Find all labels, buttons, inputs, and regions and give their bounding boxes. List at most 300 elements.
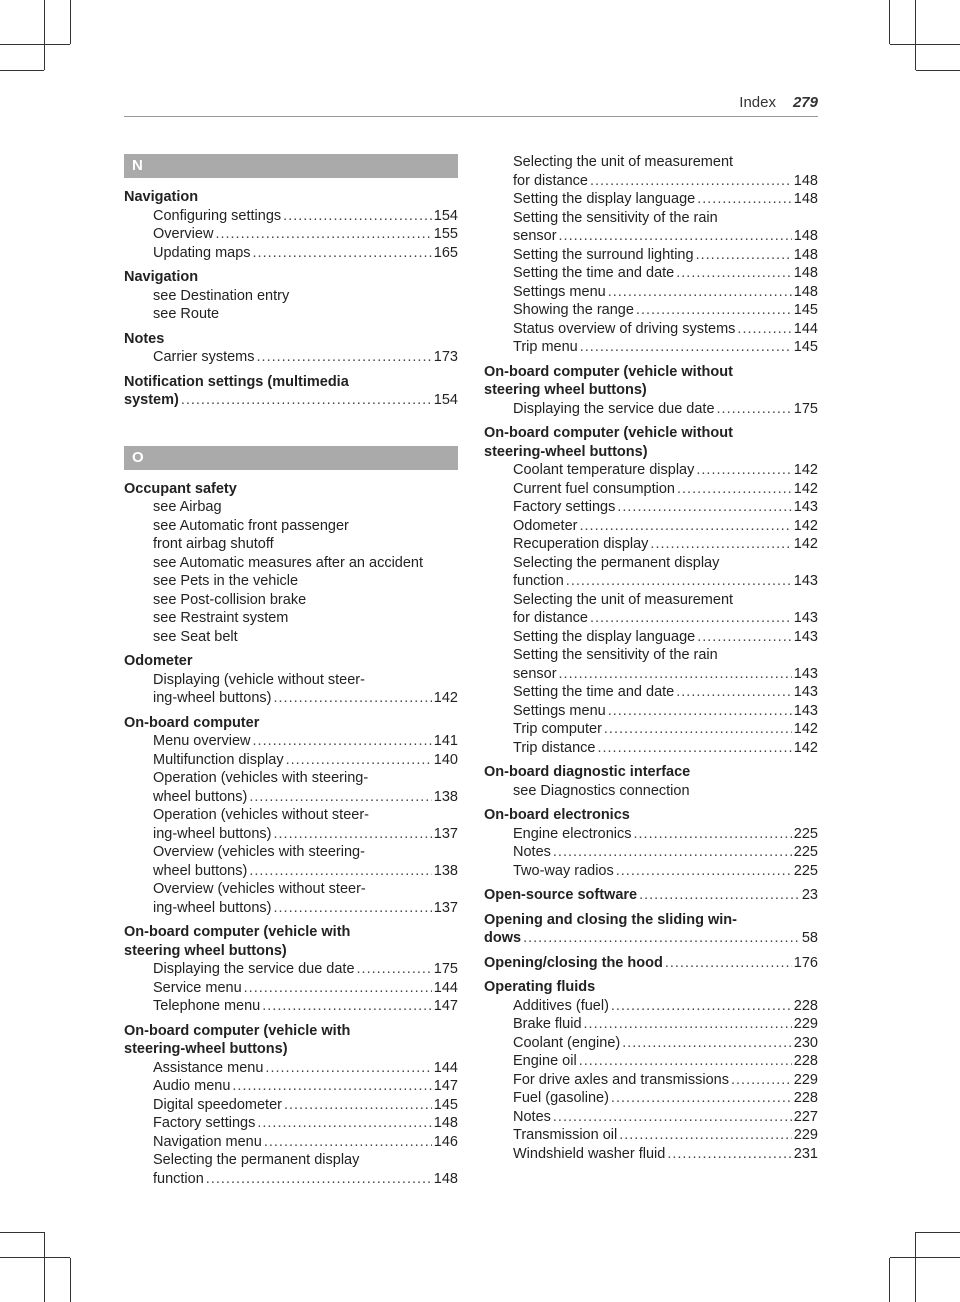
index-line: [153, 348, 458, 367]
crop-mark: [915, 0, 916, 70]
index-subentry-text: see Seat belt: [153, 628, 238, 645]
index-heading: On-board computer (vehicle without: [484, 425, 733, 441]
index-subentry: [124, 1114, 458, 1133]
index-subentry: [484, 535, 818, 554]
page-reference: 144: [793, 320, 818, 337]
index-line: [513, 264, 818, 283]
index-line: [513, 517, 818, 536]
index-subentry: [484, 320, 818, 339]
crop-mark: [890, 1257, 960, 1258]
index-subentry-text: Displaying (vehicle without steer-: [153, 671, 365, 688]
index-term: Setting the time and date: [513, 265, 675, 281]
index-subentry-text: Overview (vehicles without steer-: [153, 881, 366, 897]
index-entry: [484, 806, 818, 880]
index-subentry: [484, 1089, 818, 1108]
index-subentry: [124, 979, 458, 998]
index-subentry: [484, 591, 818, 628]
index-term: Audio menu: [153, 1078, 231, 1094]
index-subentry: [484, 782, 818, 801]
index-term: Factory settings: [153, 1115, 256, 1131]
index-term: Menu overview: [153, 733, 251, 749]
leader-dots: [611, 1089, 792, 1108]
index-subentry: [124, 843, 458, 880]
crop-mark: [916, 1232, 960, 1233]
index-subentry-text: see Restraint system: [153, 610, 289, 626]
index-entry: [484, 363, 818, 419]
leader-dots: [639, 886, 800, 905]
index-line: [153, 1114, 458, 1133]
index-term: Settings menu: [513, 283, 606, 300]
index-line: [153, 244, 458, 263]
page-reference: 225: [793, 825, 818, 842]
index-line: [153, 960, 458, 979]
leader-dots: [677, 480, 792, 499]
index-entry: [124, 373, 458, 410]
leader-dots: [584, 1015, 792, 1034]
index-line: [513, 1052, 818, 1071]
index-line: [513, 190, 818, 209]
leader-dots: [284, 1096, 432, 1115]
index-subentry: [484, 1126, 818, 1145]
page-reference: 143: [793, 665, 818, 682]
index-line: [153, 979, 458, 998]
index-subentry: [484, 1108, 818, 1127]
page-reference: 147: [433, 1078, 458, 1094]
index-term: Coolant (engine): [513, 1034, 621, 1051]
index-line: [153, 1170, 458, 1189]
index-subentry: [124, 348, 458, 367]
index-subentry: [124, 769, 458, 806]
page-reference: 143: [793, 573, 818, 589]
index-subentry: [124, 1077, 458, 1096]
leader-dots: [566, 572, 792, 591]
index-term: Updating maps: [153, 244, 251, 261]
index-line: [513, 283, 818, 302]
index-subentry: [124, 628, 458, 647]
leader-dots: [696, 246, 792, 265]
leader-dots: [253, 244, 432, 263]
leader-dots: [696, 461, 791, 480]
index-line: [513, 720, 818, 739]
page-reference: 58: [801, 930, 818, 946]
index-heading: Notification settings (multimedia: [124, 373, 349, 390]
index-subentry-text: Setting the sensitivity of the rain: [513, 209, 718, 226]
page-reference: 225: [793, 862, 818, 879]
leader-dots: [619, 1126, 792, 1145]
index-term: Service menu: [153, 979, 242, 996]
index-line: [513, 683, 818, 702]
index-column-left: [124, 150, 458, 1194]
index-line: [513, 862, 818, 881]
index-heading: Navigation: [124, 189, 199, 205]
index-term: Odometer: [513, 517, 578, 534]
index-line: [484, 886, 818, 905]
page-reference: 176: [793, 954, 818, 971]
index-line: [513, 825, 818, 844]
page-reference: 143: [793, 610, 818, 626]
leader-dots: [265, 1059, 431, 1078]
leader-dots: [274, 689, 432, 708]
leader-dots: [608, 702, 792, 721]
index-term: Fuel (gasoline): [513, 1090, 609, 1106]
index-subentry: [484, 628, 818, 647]
index-term: ing-wheel buttons): [153, 690, 272, 706]
leader-dots: [274, 825, 432, 844]
index-subentry: [484, 1145, 818, 1164]
index-subentry: [484, 862, 818, 881]
index-subentry: [484, 997, 818, 1016]
index-line: [513, 338, 818, 357]
index-subentry: [484, 1052, 818, 1071]
index-term: sensor: [513, 665, 557, 682]
index-subentry: [124, 609, 458, 628]
index-heading: steering-wheel buttons): [484, 443, 648, 460]
leader-dots: [717, 400, 792, 419]
crop-mark: [916, 70, 960, 71]
index-heading: On-board computer (vehicle with: [124, 1022, 351, 1039]
index-heading: Occupant safety: [124, 480, 237, 497]
leader-dots: [665, 954, 792, 973]
index-entry: [484, 886, 818, 905]
crop-mark: [889, 1258, 890, 1302]
index-line: [153, 1077, 458, 1096]
index-line: [153, 689, 458, 708]
index-subentry: [124, 751, 458, 770]
index-term: Two-way radios: [513, 862, 614, 879]
index-term: Trip distance: [513, 739, 596, 756]
index-heading: Notes: [124, 330, 165, 347]
header-label: Index: [739, 94, 776, 111]
leader-dots: [611, 997, 792, 1016]
page-reference: 148: [793, 172, 818, 189]
index-heading: dows: [484, 930, 522, 946]
index-heading: Opening and closing the sliding win-: [484, 911, 737, 928]
index-subentry: [484, 825, 818, 844]
index-subentry-text: Selecting the unit of measurement: [513, 591, 734, 608]
index-subentry-text: see Automatic front passenger: [153, 517, 349, 534]
page-reference: 138: [433, 862, 458, 879]
index-subentry: [124, 960, 458, 979]
crop-mark: [915, 1232, 916, 1302]
index-subentry: [484, 283, 818, 302]
index-subentry: [484, 1015, 818, 1034]
index-heading: On-board computer (vehicle with: [124, 924, 351, 940]
index-entry: [484, 978, 818, 1163]
index-line: [153, 997, 458, 1016]
page-reference: 142: [793, 739, 818, 756]
leader-dots: [590, 609, 792, 628]
index-entry: [484, 911, 818, 948]
leader-dots: [731, 1071, 792, 1090]
page-reference: 148: [433, 1170, 458, 1187]
index-term: Navigation menu: [153, 1133, 262, 1150]
index-term: Carrier systems: [153, 349, 255, 365]
leader-dots: [616, 862, 792, 881]
index-subentry: [124, 591, 458, 610]
index-subentry-text: see Post-collision brake: [153, 591, 307, 608]
index-subentry-text: Selecting the unit of measurement: [513, 154, 734, 170]
index-term: Setting the time and date: [513, 684, 675, 700]
index-term: function: [153, 1170, 204, 1187]
section-letter: O: [124, 446, 458, 470]
index-subentry: [484, 646, 818, 683]
index-line: [153, 207, 458, 226]
index-subentry: [484, 683, 818, 702]
index-heading: steering wheel buttons): [484, 382, 647, 398]
index-entry: [124, 330, 458, 367]
index-line: [153, 751, 458, 770]
index-subentry-text: see Pets in the vehicle: [153, 573, 299, 589]
index-line: [484, 954, 818, 973]
index-subentry: [124, 1133, 458, 1152]
index-line: [153, 862, 458, 881]
index-term: ing-wheel buttons): [153, 825, 272, 842]
page-reference: 145: [433, 1096, 458, 1113]
index-subentry: [124, 305, 458, 324]
index-subentry: [124, 1096, 458, 1115]
index-subentry-text: see Diagnostics connection: [513, 782, 690, 799]
index-term: For drive axles and transmissions: [513, 1071, 729, 1088]
leader-dots: [553, 1108, 792, 1127]
index-subentry-text: see Destination entry: [153, 287, 290, 304]
index-line: [153, 1096, 458, 1115]
index-heading: steering wheel buttons): [124, 942, 287, 959]
index-subentry: [124, 671, 458, 708]
page-reference: 145: [793, 339, 818, 355]
index-subentry-text: see Route: [153, 306, 220, 322]
index-subentry-text: Operation (vehicles with steering-: [153, 770, 369, 786]
leader-dots: [257, 348, 432, 367]
index-entry: [484, 954, 818, 973]
page-reference: 228: [793, 1053, 818, 1069]
page-reference: 227: [793, 1108, 818, 1125]
page-reference: 137: [433, 899, 458, 916]
page-reference: 228: [793, 997, 818, 1014]
index-entry: [124, 1022, 458, 1189]
leader-dots: [283, 207, 432, 226]
index-line: [513, 665, 818, 684]
page-reference: 229: [793, 1071, 818, 1088]
index-subentry: [124, 207, 458, 226]
page-reference: 147: [433, 998, 458, 1014]
index-subentry-text: front airbag shutoff: [153, 536, 274, 552]
index-line: [153, 788, 458, 807]
leader-dots: [232, 1077, 431, 1096]
index-term: Telephone menu: [153, 998, 261, 1014]
index-term: Displaying the service due date: [153, 961, 355, 977]
page-reference: 142: [793, 517, 818, 534]
index-subentry-text: Operation (vehicles without steer-: [153, 807, 369, 823]
index-term: Setting the display language: [513, 628, 696, 645]
index-subentry-text: see Automatic measures after an accident: [153, 554, 424, 571]
page-reference: 148: [793, 246, 818, 263]
page-reference: 143: [793, 499, 818, 515]
page-reference: 175: [793, 400, 818, 417]
page-reference: 165: [433, 244, 458, 261]
index-term: Configuring settings: [153, 207, 282, 224]
leader-dots: [697, 190, 792, 209]
index-heading: On-board computer: [124, 714, 260, 731]
index-subentry-text: Overview (vehicles with steering-: [153, 844, 365, 860]
index-term: Trip menu: [513, 339, 578, 355]
leader-dots: [523, 929, 800, 948]
index-subentry: [484, 246, 818, 265]
index-entry: [124, 188, 458, 262]
index-subentry: [124, 287, 458, 306]
page-reference: 148: [793, 265, 818, 281]
index-heading: On-board computer (vehicle without: [484, 363, 733, 380]
index-subentry: [484, 153, 818, 190]
index-heading: On-board diagnostic interface: [484, 764, 691, 780]
page-header: [0, 94, 818, 114]
index-entry: [484, 763, 818, 800]
section-gap: [124, 416, 458, 442]
crop-mark: [44, 0, 45, 70]
index-line: [484, 929, 818, 948]
index-term: wheel buttons): [153, 862, 248, 879]
leader-dots: [597, 739, 791, 758]
leader-dots: [181, 391, 432, 410]
index-heading: steering-wheel buttons): [124, 1041, 288, 1057]
leader-dots: [608, 283, 792, 302]
index-subentry: [484, 338, 818, 357]
page-reference: 144: [433, 1059, 458, 1076]
index-term: wheel buttons): [153, 788, 248, 805]
page-reference: 148: [793, 228, 818, 244]
leader-dots: [253, 732, 432, 751]
index-line: [513, 1015, 818, 1034]
page-reference: 155: [433, 226, 458, 242]
index-subentry: [484, 720, 818, 739]
crop-mark: [0, 1257, 70, 1258]
index-term: Factory settings: [513, 499, 616, 515]
page-reference: 154: [433, 207, 458, 224]
leader-dots: [580, 338, 792, 357]
index-line: [153, 1133, 458, 1152]
index-heading: system): [124, 392, 179, 408]
leader-dots: [274, 899, 432, 918]
leader-dots: [257, 1114, 431, 1133]
leader-dots: [264, 1133, 432, 1152]
index-term: Notes: [513, 1108, 551, 1125]
leader-dots: [604, 720, 792, 739]
index-heading: Opening/closing the hood: [484, 954, 663, 971]
index-term: Additives (fuel): [513, 997, 609, 1014]
index-line: [513, 301, 818, 320]
index-entry: [124, 652, 458, 708]
index-heading: On-board electronics: [484, 807, 630, 823]
index-term: Brake fluid: [513, 1016, 582, 1032]
index-entry: [124, 714, 458, 918]
index-line: [124, 391, 458, 410]
leader-dots: [650, 535, 791, 554]
index-subentry: [484, 498, 818, 517]
crop-mark: [70, 1258, 71, 1302]
index-heading: Open-source software: [484, 887, 638, 903]
index-line: [513, 535, 818, 554]
index-entry: [484, 153, 818, 357]
leader-dots: [697, 628, 792, 647]
index-term: Recuperation display: [513, 536, 649, 552]
index-term: sensor: [513, 228, 557, 244]
page-reference: 231: [793, 1145, 818, 1162]
index-line: [513, 609, 818, 628]
leader-dots: [667, 1145, 791, 1164]
leader-dots: [636, 301, 792, 320]
index-subentry: [484, 209, 818, 246]
index-entry: [484, 424, 818, 757]
index-line: [153, 899, 458, 918]
index-entry: [124, 480, 458, 647]
index-term: function: [513, 573, 564, 589]
leader-dots: [249, 788, 431, 807]
page-reference: 144: [433, 979, 458, 996]
leader-dots: [676, 264, 792, 283]
index-term: Current fuel consumption: [513, 480, 675, 497]
index-line: [513, 246, 818, 265]
index-line: [513, 1089, 818, 1108]
index-term: Settings menu: [513, 702, 606, 719]
leader-dots: [579, 1052, 792, 1071]
page-reference: 148: [793, 283, 818, 300]
index-entry: [124, 268, 458, 324]
index-subentry: [484, 264, 818, 283]
page-reference: 23: [801, 887, 818, 903]
page-reference: 230: [793, 1034, 818, 1051]
index-subentry: [124, 880, 458, 917]
leader-dots: [559, 665, 792, 684]
page-reference: 137: [433, 825, 458, 842]
index-heading: Navigation: [124, 269, 199, 285]
index-subentry: [124, 244, 458, 263]
crop-mark: [889, 0, 890, 44]
index-term: Displaying the service due date: [513, 400, 715, 417]
index-subentry: [124, 498, 458, 517]
index-subentry-text: Setting the sensitivity of the rain: [513, 647, 718, 663]
index-subentry: [124, 225, 458, 244]
index-line: [513, 739, 818, 758]
page-reference: 225: [793, 844, 818, 860]
page-reference: 148: [433, 1115, 458, 1131]
leader-dots: [206, 1170, 432, 1189]
index-term: Engine electronics: [513, 825, 632, 842]
page-reference: 229: [793, 1016, 818, 1032]
index-heading: Odometer: [124, 653, 193, 669]
page-reference: 142: [793, 536, 818, 552]
page-reference: 154: [433, 392, 458, 408]
leader-dots: [676, 683, 792, 702]
index-subentry: [124, 1059, 458, 1078]
index-line: [153, 825, 458, 844]
page-reference: 143: [793, 702, 818, 719]
index-term: Engine oil: [513, 1053, 577, 1069]
leader-dots: [244, 979, 432, 998]
index-subentry: [484, 517, 818, 536]
index-heading: Operating fluids: [484, 979, 596, 995]
page-reference: 140: [433, 751, 458, 768]
index-line: [513, 498, 818, 517]
index-subentry: [124, 517, 458, 554]
index-subentry: [484, 400, 818, 419]
page-reference: 229: [793, 1127, 818, 1143]
index-term: Setting the display language: [513, 191, 696, 207]
page-reference: 148: [793, 191, 818, 207]
index-term: Assistance menu: [153, 1059, 264, 1076]
leader-dots: [579, 517, 791, 536]
index-subentry-text: see Airbag: [153, 499, 222, 515]
index-subentry: [124, 1151, 458, 1188]
index-term: Overview: [153, 226, 214, 242]
